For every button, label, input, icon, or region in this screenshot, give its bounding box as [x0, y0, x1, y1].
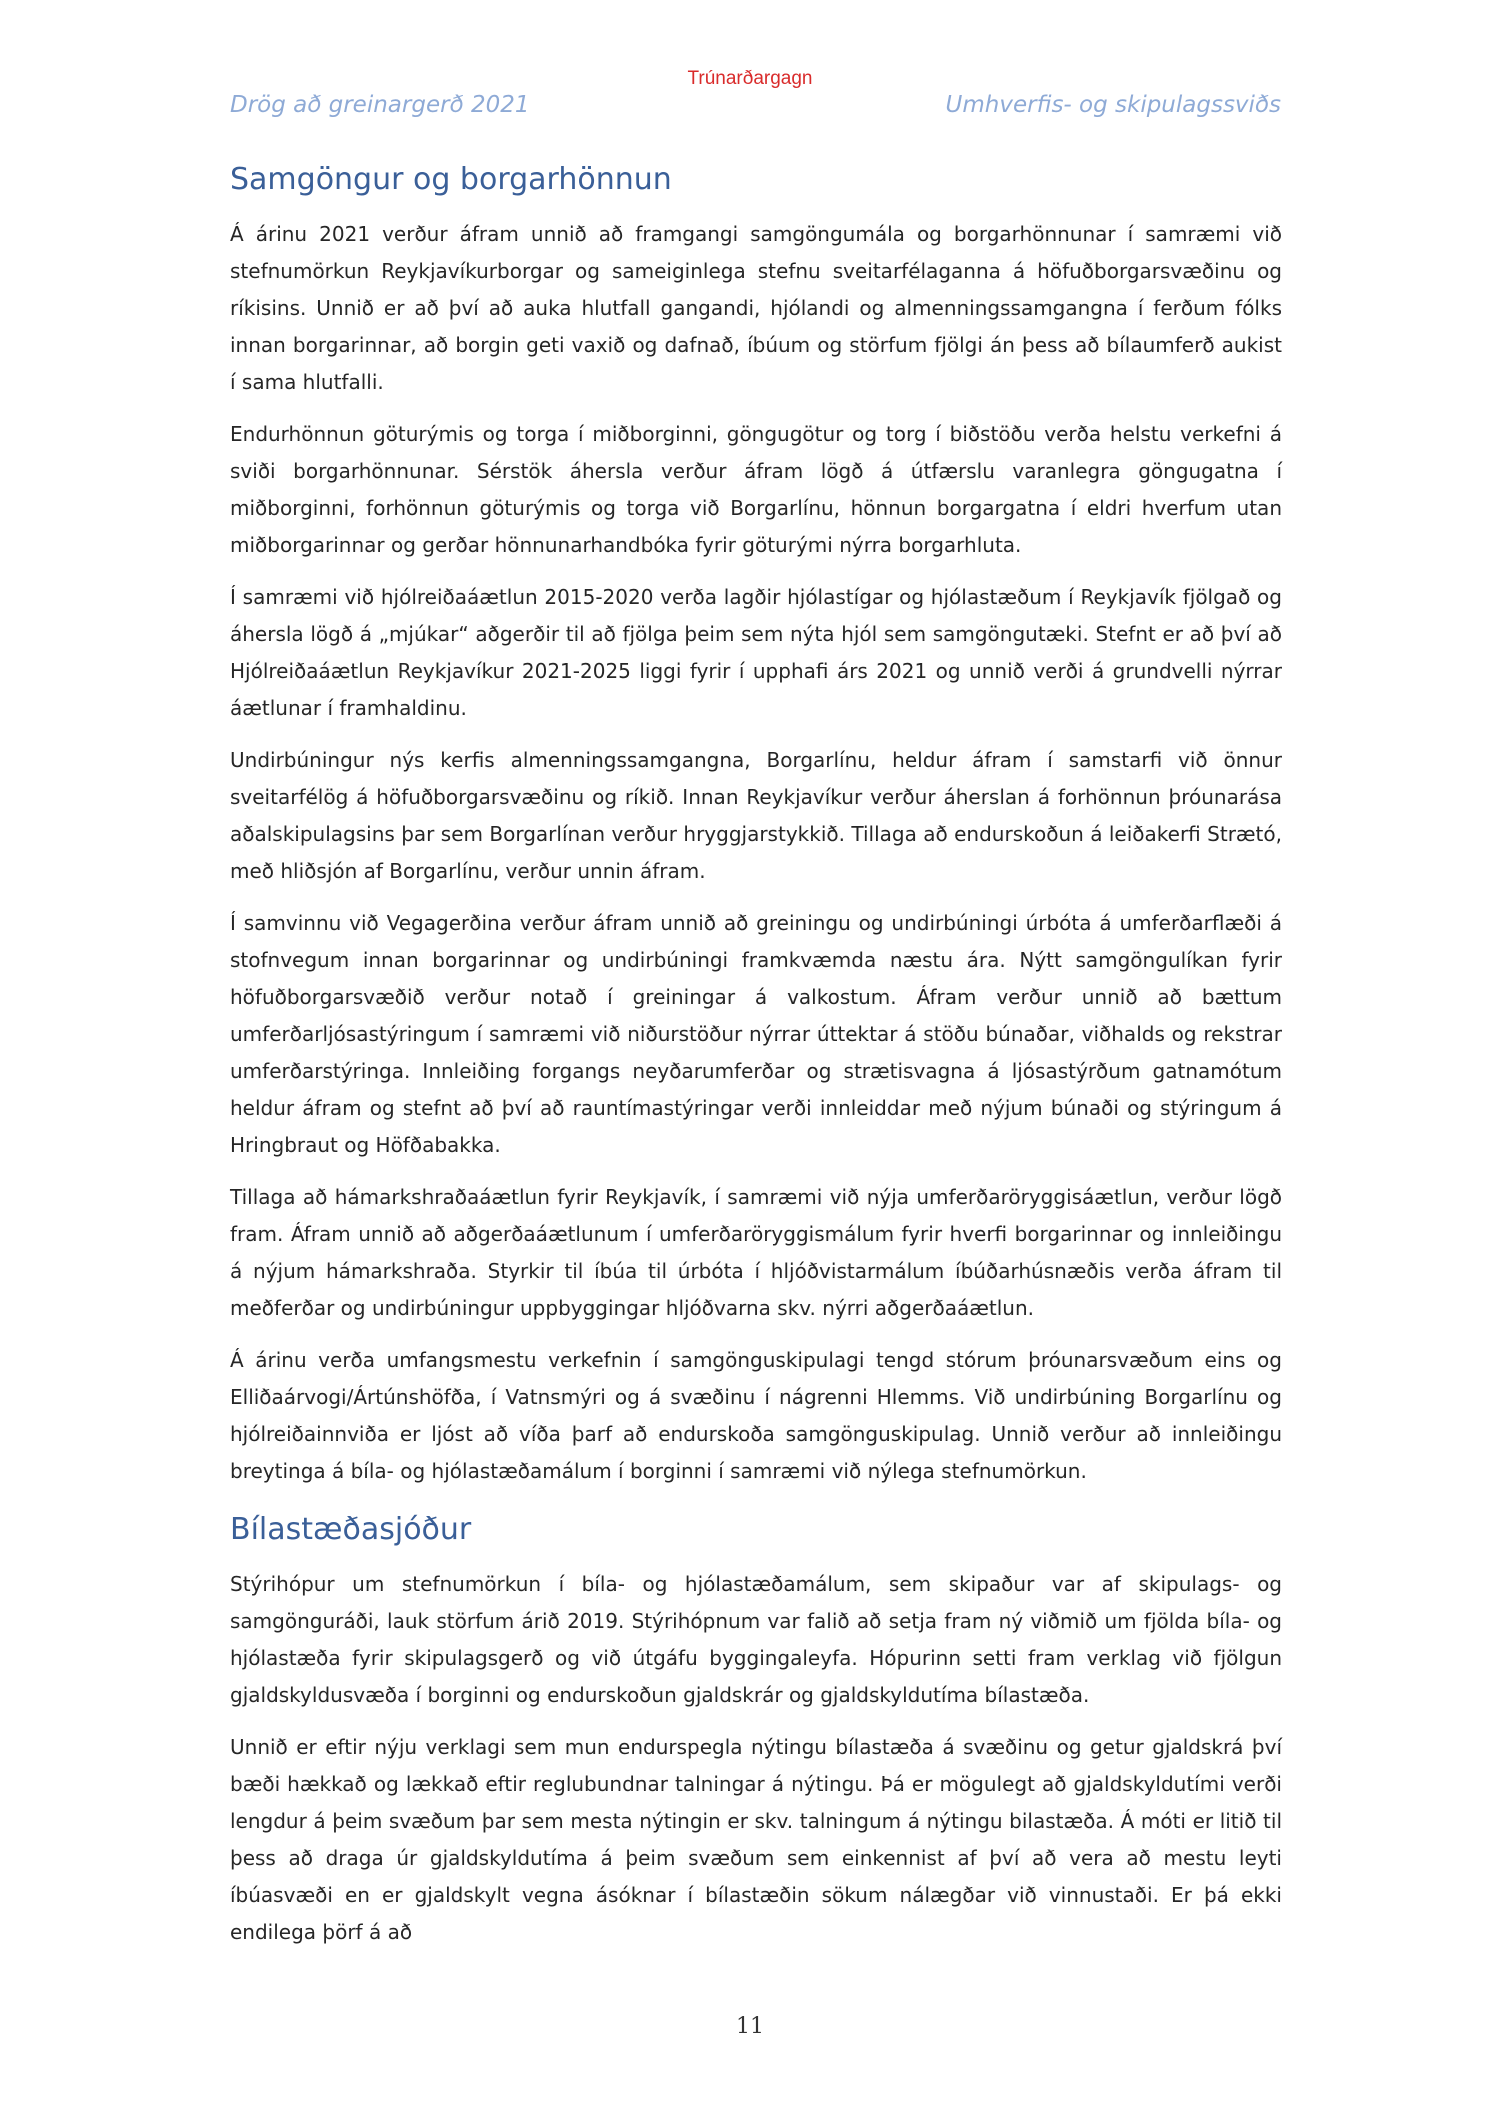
- header-right-title: Umhverfis- og skipulagssviðs: [945, 92, 1281, 118]
- confidential-label: Trúnarðargagn: [687, 68, 813, 89]
- paragraph: Endurhönnun göturýmis og torga í miðborginni, göngugötur og torg í biðstöðu verða helstu verkefni á sviði borgarhönnunar. Sérstök áhersla verður áfram lögð á útfærslu varanlegra göngugatna í miðborginni, forhönnun göturýmis og torga við Borgarlínu, hönnun borgargatna í eldri hverfum utan miðborgarinnar og gerðar hönnunarhandbóka fyrir göturými nýrra borgarhluta.: [230, 422, 1282, 557]
- paragraph: Í samvinnu við Vegagerðina verður áfram unnið að greiningu og undirbúningi úrbóta á umferðarflæði á stofnvegum innan borgarinnar og undirbúningi framkvæmda næstu ára. Nýtt samgöngulíkan fyrir höfuðborgarsvæðið verður notað í greiningar á valkostum. Áfram verður unnið að bættum umferðarljósastýringum í samræmi við niðurstöður nýrrar úttektar á stöðu búnaðar, viðhalds og rekstrar umferðarstýringa. Innleiðing forgangs neyðarumferðar og strætisvagna á ljósastýrðum gatnamótum heldur áfram og stefnt að því að rauntímastýringar verði innleiddar með nýjum búnaði og stýringum á Hringbraut og Höfðabakka.: [230, 911, 1282, 1157]
- paragraph: Undirbúningur nýs kerfis almenningssamgangna, Borgarlínu, heldur áfram í samstarfi við önnur sveitarfélög á höfuðborgarsvæðinu og ríkið. Innan Reykjavíkur verður áherslan á forhönnun þróunarása aðalskipulagsins þar sem Borgarlínan verður hryggjarstykkið. Tillaga að endurskoðun á leiðakerfi Strætó, með hliðsjón af Borgarlínu, verður unnin áfram.: [230, 748, 1282, 883]
- section-bilastaedasjodur: [230, 1508, 1282, 1951]
- header-left-title: Drög að greinargerð 2021: [230, 92, 530, 118]
- page-number: 11: [736, 2014, 764, 2039]
- section-samgongur: [230, 158, 1282, 1490]
- paragraph: Unnið er eftir nýju verklagi sem mun endurspegla nýtingu bílastæða á svæðinu og getur gjaldskrá því bæði hækkað og lækkað eftir reglubundnar talningar á nýtingu. Þá er mögulegt að gjaldskyldutími verði lengdur á þeim svæðum þar sem mesta nýtingin er skv. talningum á nýtingu bilastæða. Á móti er litið til þess að draga úr gjaldskyldutíma á þeim svæðum sem einkennist af því að vera að mestu leyti íbúasvæði en er gjaldskylt vegna ásóknar í bílastæðin sökum nálægðar við vinnustaði. Er þá ekki endilega þörf á að: [230, 1735, 1282, 1944]
- paragraph: Tillaga að hámarkshraðaáætlun fyrir Reykjavík, í samræmi við nýja umferðaröryggisáætlun, verður lögð fram. Áfram unnið að aðgerðaáætlunum í umferðaröryggismálum fyrir hverfi borgarinnar og innleiðingu á nýjum hámarkshraða. Styrkir til íbúa til úrbóta í hljóðvistarmálum íbúðarhúsnæðis verða áfram til meðferðar og undirbúningur uppbyggingar hljóðvarna skv. nýrri aðgerðaáætlun.: [230, 1185, 1282, 1320]
- paragraph: Í samræmi við hjólreiðaáætlun 2015-2020 verða lagðir hjólastígar og hjólastæðum í Reykjavík fjölgað og áhersla lögð á „mjúkar“ aðgerðir til að fjölga þeim sem nýta hjól sem samgöngutæki. Stefnt er að því að Hjólreiðaáætlun Reykjavíkur 2021-2025 liggi fyrir í upphafi árs 2021 og unnið verði á grundvelli nýrrar áætlunar í framhaldinu.: [230, 585, 1282, 720]
- paragraph: Stýrihópur um stefnumörkun í bíla- og hjólastæðamálum, sem skipaður var af skipulags- og samgönguráði, lauk störfum árið 2019. Stýrihópnum var falið að setja fram ný viðmið um fjölda bíla- og hjólastæða fyrir skipulagsgerð og við útgáfu byggingaleyfa. Hópurinn setti fram verklag við fjölgun gjaldskyldusvæða í borginni og endurskoðun gjaldskrár og gjaldskyldutíma bílastæða.: [230, 1572, 1282, 1707]
- page-body: [230, 158, 1282, 1966]
- section-heading: Samgöngur og borgarhönnun: [230, 162, 672, 197]
- paragraph: Á árinu verða umfangsmestu verkefnin í samgönguskipulagi tengd stórum þróunarsvæðum eins og Elliðaárvogi/Ártúnshöfða, í Vatnsmýri og á svæðinu í nágrenni Hlemms. Við undirbúning Borgarlínu og hjólreiðainnviða er ljóst að víða þarf að endurskoða samgönguskipulag. Unnið verður að innleiðingu breytinga á bíla- og hjólastæðamálum í borginni í samræmi við nýlega stefnumörkun.: [230, 1348, 1282, 1483]
- paragraph: Á árinu 2021 verður áfram unnið að framgangi samgöngumála og borgarhönnunar í samræmi við stefnumörkun Reykjavíkurborgar og sameiginlega stefnu sveitarfélaganna á höfuðborgarsvæðinu og ríkisins. Unnið er að því að auka hlutfall gangandi, hjólandi og almenningssamgangna í ferðum fólks innan borgarinnar, að borgin geti vaxið og dafnað, íbúum og störfum fjölgi án þess að bílaumferð aukist í sama hlutfalli.: [230, 222, 1282, 394]
- section-heading: Bílastæðasjóður: [230, 1512, 472, 1547]
